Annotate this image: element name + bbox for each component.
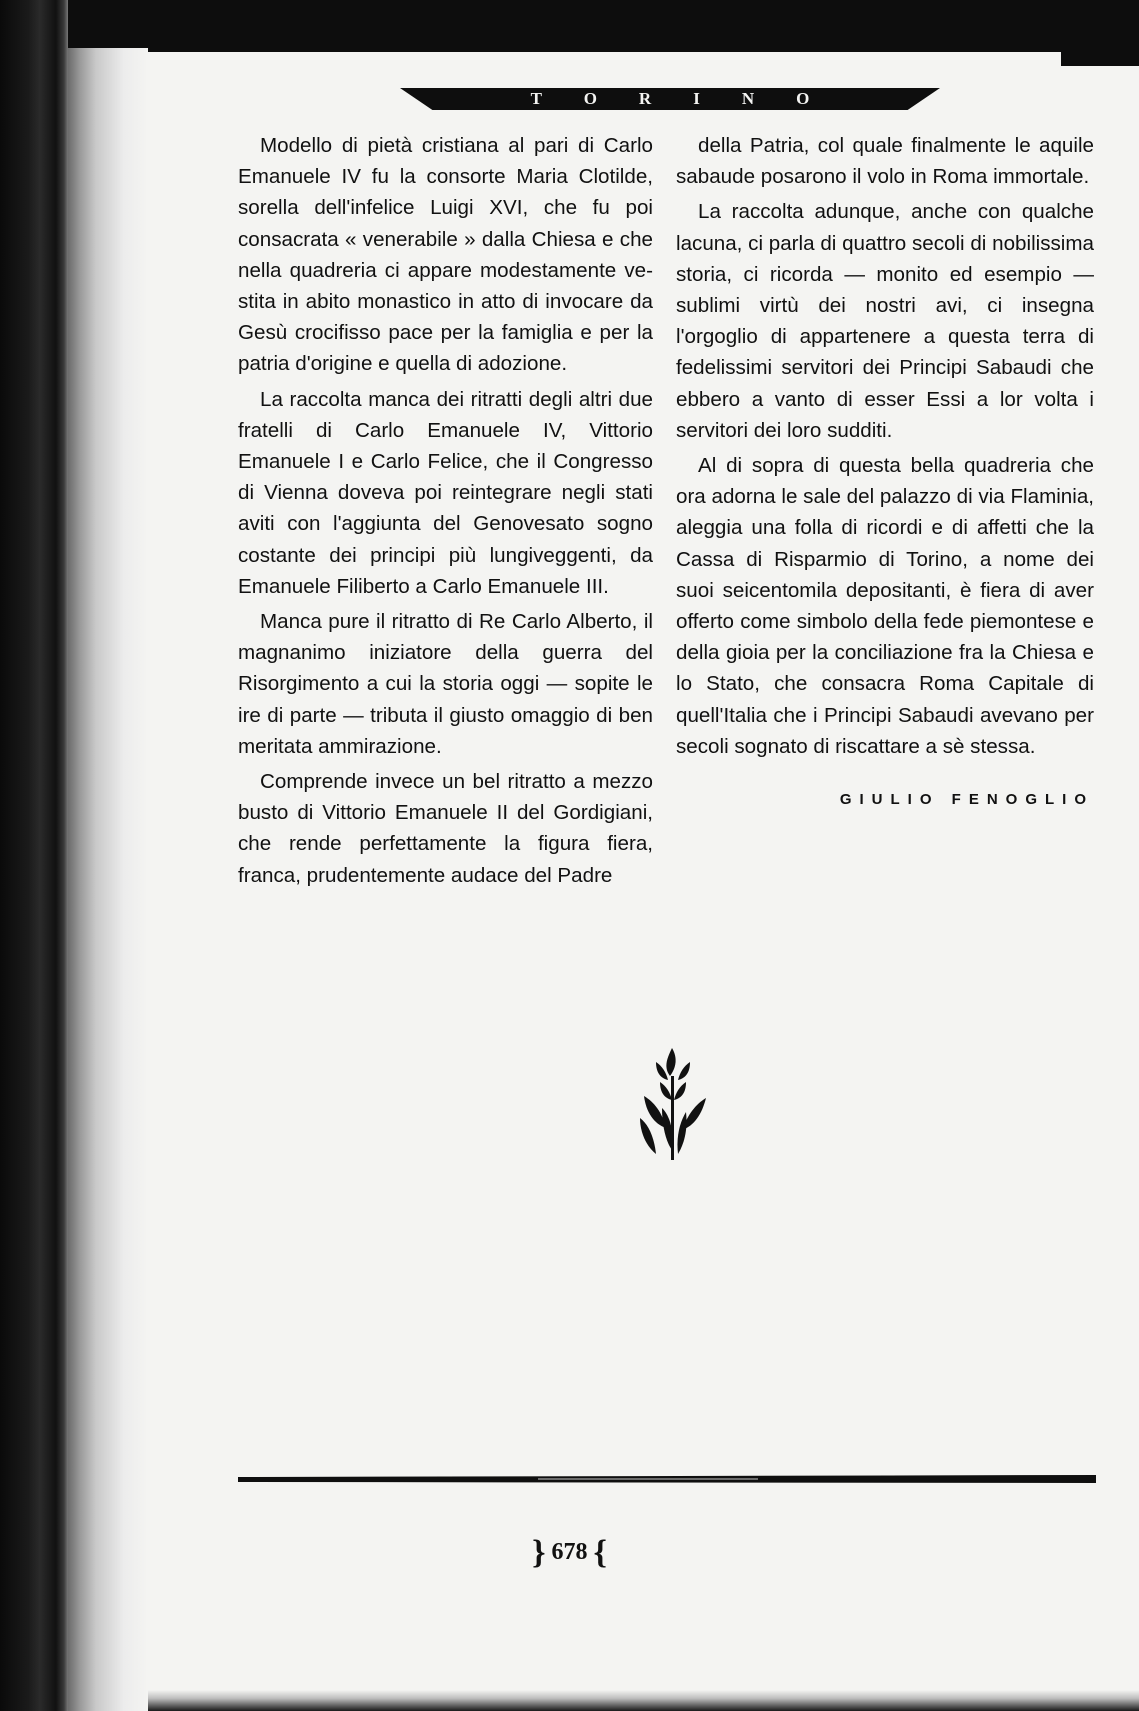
paragraph: Manca pure il ritratto di Re Carlo Alberto, il magnanimo iniziatore della guerra del Risorgimento a cui la storia oggi — sopite le ire di parte — tributa il giusto omaggio di ben meritata ammirazione. [238, 610, 653, 758]
paragraph: Al di sopra di questa bella quadreria che ora adorna le sale del palazzo di via Flaminia, aleggia una folla di ricordi e di affetti che la Cassa di Risparmio di Torino, a nome dei suoi seicentomila depositanti, è fiera di aver offerto come simbolo della fede piemontese e della gioia per la conciliazione fra la Chiesa e lo Stato, che consacra Roma Capitale di quell'Italia che i Principi Sabaudi avevano per secoli sognato di riscattare a sè stessa. [676, 454, 1094, 758]
page-folio [0, 1534, 1139, 1572]
bottom-rule [238, 1474, 1096, 1484]
right-column [676, 130, 1094, 815]
scan-top-edge [0, 0, 1139, 52]
folio-brace-right-icon: { [593, 1534, 607, 1571]
author-signature: GIULIO FENOGLIO [839, 791, 1094, 809]
scan-left-edge [0, 0, 68, 1711]
page-number: 678 [551, 1539, 588, 1565]
running-head [400, 88, 940, 110]
scan-top-edge-right [1061, 52, 1139, 66]
paragraph: Comprende invece un bel ritratto a mezzo busto di Vittorio Emanuele II del Gordigiani, che rende perfettamente la figura fiera, franca, prudentemente audace del Padre [238, 770, 653, 887]
running-head-title: TORINO [530, 89, 852, 108]
paragraph: della Patria, col quale finalmente le aquile sabaude posarono il volo in Roma immortale. [676, 134, 1094, 189]
binding-shadow [68, 48, 148, 1711]
paragraph: La raccolta adunque, anche con qualche lacuna, ci parla di quattro secoli di nobilissima storia, ci ricorda — monito ed esempio — sublimi virtù dei nostri avi, ci insegna l'orgoglio di appartenere a questa terra di fedelissimi servitori dei Principi Sabaudi che ebbero a vanto di esser Essi a lor volta i servitori dei loro sudditi. [676, 200, 1094, 442]
folio-brace-left-icon: } [532, 1534, 546, 1571]
scan-bottom-edge [148, 1690, 1139, 1711]
paragraph: La raccolta manca dei ritratti degli altri due fratelli di Carlo Emanuele IV, Vittorio Emanuele I e Carlo Felice, che il Congresso di Vienna doveva poi reintegrare negli stati aviti con l'aggiunta del Genovesato sogno costante dei principi più lungiveggenti, da Emanuele Filiberto a Carlo Emanuele III. [238, 387, 653, 598]
paragraph: Modello di pietà cristiana al pari di Carlo Emanuele IV fu la consorte Maria Clotilde, sorella dell'infelice Luigi XVI, che fu poi consacrata « venerabile » dalla Chiesa e che nella quadreria ci appare modestamente vestita in abito monastico in atto di invocare da Gesù crocifisso pace per la famiglia e per la patria d'origine e quella di adozione. [238, 134, 653, 376]
floral-ornament-icon [636, 1046, 712, 1166]
left-column [238, 130, 653, 891]
